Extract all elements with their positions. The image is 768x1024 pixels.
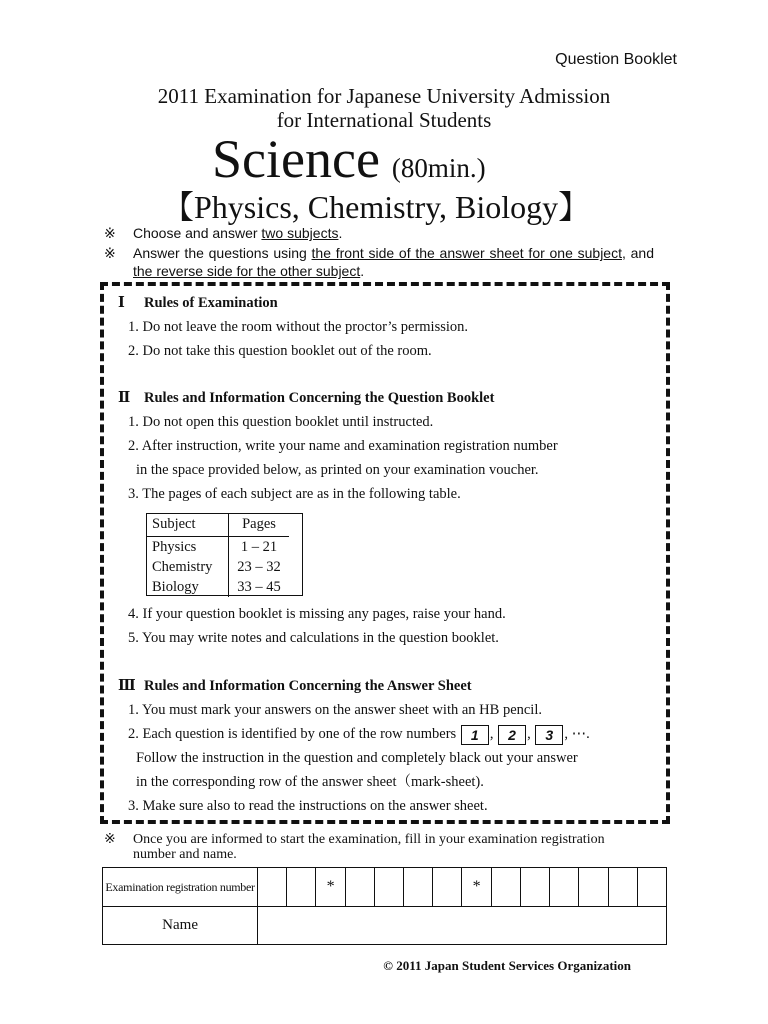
section-heading [118,674,658,698]
section-answer-sheet [118,674,658,818]
reference-mark: ※ [104,832,116,847]
registration-number-row [103,868,667,907]
registration-note-text: Once you are informed to start the examination, fill in your examination registration number and name. [133,832,605,862]
copyright: © 2011 Japan Student Services Organization [383,958,631,973]
table-row [146,537,289,558]
duration: (80min.) [391,153,486,183]
table-header-row [146,513,289,537]
reg-digit-cell[interactable] [521,868,550,907]
rule-item: 1. Do not leave the room without the proctor’s permission. [128,319,469,335]
cell-pages: 1 – 21 [240,539,278,555]
cell-subject: Physics [146,537,229,558]
reg-digit-cell[interactable] [375,868,404,907]
registration-number-label: Examination registration number [103,868,258,907]
note2-text: Answer the questions using [133,245,312,261]
section-title: Rules and Information Concerning the Question Booklet [144,390,495,406]
reg-digit-cell[interactable] [491,868,520,907]
rule-item-row-numbers: 2. Each question is identified by one of the row numbers 1 , 2 , 3 , ⋯. [128,726,590,743]
exam-title-line1: 2011 Examination for Japanese University Admission [157,84,611,108]
note2-mid: , and [621,245,654,261]
cell-pages: 23 – 32 [237,559,281,575]
ellipsis: , ⋯. [564,726,590,742]
subject-heading [212,126,486,192]
reg-digit-cell[interactable] [287,868,316,907]
subject-fields: 【Physics, Chemistry, Biology】 [162,189,591,225]
rule-item: 1. Do not open this question booklet until instructed. [128,414,434,430]
registration-note [104,832,664,862]
rule-item: 4. If your question booklet is missing any pages, raise your hand. [128,606,506,622]
rule-item: 3. The pages of each subject are as in the following table. [128,486,461,502]
note-choose-subjects [104,224,654,242]
rule-item: 2. After instruction, write your name and examination registration number [128,438,558,454]
note1-end: . [338,225,343,241]
section-title: Rules of Examination [144,295,278,311]
pages-table [146,513,289,597]
reg-digit-cell[interactable] [550,868,579,907]
row-number-box: 3 [535,725,563,745]
reg-digit-cell[interactable] [637,868,666,907]
booklet-label: Question Booklet [555,51,677,68]
section-rules-of-examination [118,291,658,363]
name-row [103,907,667,945]
rule-item-continued: Follow the instruction in the question and completely black out your answer [136,750,578,766]
note1-text: Choose and answer [133,225,262,241]
section-question-booklet [118,386,658,506]
note1-underlined: two subjects [261,225,339,241]
note2-underlined-front: the front side of the answer sheet for one subject [311,245,622,261]
rule-item: 5. You may write notes and calculations in the question booklet. [128,630,499,646]
reg-digit-cell[interactable] [579,868,608,907]
column-header-pages: Pages [229,513,290,537]
cell-subject: Biology [146,577,229,597]
rule-item: 3. Make sure also to read the instructions on the answer sheet. [128,798,488,814]
rule-item-continued: in the corresponding row of the answer sheet（mark-sheet). [136,774,484,790]
section-number: Ⅰ [118,295,125,311]
note2-underlined-reverse: the reverse side for the other subject [133,263,361,279]
rule-item-continued: in the space provided below, as printed on your examination voucher. [136,462,539,478]
column-header-subject: Subject [146,513,229,537]
cell-pages: 33 – 45 [237,579,281,595]
reference-mark: ※ [104,245,116,261]
table-row [146,577,289,597]
section-title: Rules and Information Concerning the Answer Sheet [144,678,472,694]
cell-subject: Chemistry [146,557,229,577]
table-row [146,557,289,577]
section-number: Ⅱ [118,390,131,406]
exam-title [0,84,768,132]
rule-item: 1. You must mark your answers on the answer sheet with an HB pencil. [128,702,542,718]
section-question-booklet-continued [118,602,658,650]
reg-digit-cell[interactable] [608,868,637,907]
reg-digit-cell[interactable] [258,868,287,907]
reg-digit-cell[interactable] [433,868,462,907]
section-heading [118,291,658,315]
reg-separator-cell: * [462,868,491,907]
reg-separator-cell: * [316,868,345,907]
rule-item: 2. Do not take this question booklet out of the room. [128,343,432,359]
subject-title: Science [212,129,380,189]
reference-mark: ※ [104,225,116,241]
registration-table [102,867,667,945]
note2-end: . [360,263,365,279]
exam-title-line2: for International Students [276,108,492,132]
row-number-box: 2 [498,725,526,745]
section-heading [118,386,658,410]
rule-item-text: 2. Each question is identified by one of the row numbers [128,726,457,742]
name-label: Name [103,907,258,945]
reg-digit-cell[interactable] [345,868,374,907]
name-field[interactable] [258,907,667,945]
note-answer-sheet-sides [104,244,654,280]
row-number-box: 1 [461,725,489,745]
section-number: Ⅲ [118,678,136,694]
reg-digit-cell[interactable] [404,868,433,907]
